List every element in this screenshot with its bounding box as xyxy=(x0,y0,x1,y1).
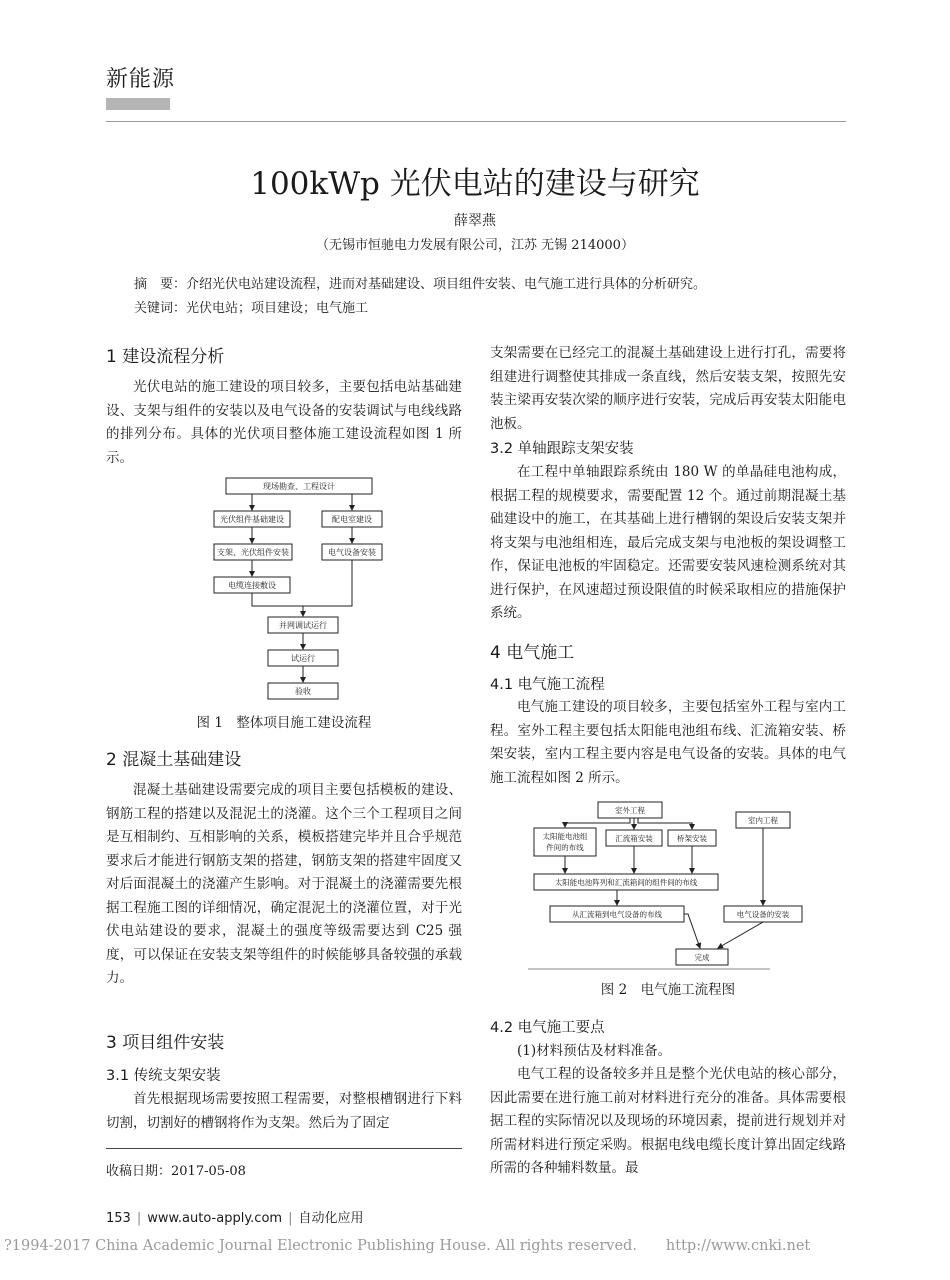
fig2-label-module-wiring-2: 件间的布线 xyxy=(546,843,584,852)
figure-2-flowchart xyxy=(528,792,808,972)
fig1-label-bracket-install: 支架、光伏组件安装 xyxy=(217,548,289,557)
fig1-label-distribution-room: 配电室建设 xyxy=(332,515,372,524)
fig1-label-acceptance: 验收 xyxy=(295,687,311,696)
section-4-2-item-1: (1)材料预估及材料准备。 xyxy=(517,1043,672,1059)
section-3-2-paragraph: 在工程中单轴跟踪系统由 180 W 的单晶硅电池构成，根据工程的规模要求，需要配置 12 个。通过前期混凝土基础建设中的施工，在其基础上进行槽钢的架设后安装支架并将支架与电池组相连，最后完成支架与电池板的架设调整工作，保证电池板的牢固稳定。还需要安装风速检测系统对其进行保护，在风速超过预设限值的时候采取相应的措施保护系统。 xyxy=(490,464,846,621)
fig1-label-pv-foundation: 光伏组件基础建设 xyxy=(220,515,284,524)
section-4-heading: 4 电气施工 xyxy=(490,643,575,663)
figure-1-flowchart xyxy=(206,474,386,704)
fig1-label-grid-debug: 并网调试运行 xyxy=(279,621,327,630)
paper-title: 100kWp 光伏电站的建设与研究 xyxy=(250,166,700,202)
fig1-label-cable-laying: 电缆连接敷设 xyxy=(228,581,276,590)
paper-abstract: 摘 要：介绍光伏电站建设流程，进而对基础建设、项目组件安装、电气施工进行具体的分析研究。 xyxy=(134,277,707,292)
fig2-label-combiner: 汇流箱安装 xyxy=(615,834,653,843)
section-1-heading: 1 建设流程分析 xyxy=(106,347,225,367)
section-tag-bar xyxy=(106,98,170,110)
section-2-paragraph: 混凝土基础建设需要完成的项目主要包括模板的建设、钢筋工程的搭建以及混泥土的浇灌。这个三个工程项目之间是互相制约、互相影响的关系，模板搭建完毕并且合乎规范要求后才能进行钢筋支架的搭建，钢筋支架的搭建牢固度又对后面混凝土的浇灌产生影响。对于混凝土的浇灌需要先根据工程施工图的详细情况，确定混泥土的浇灌位置，对于光伏电站建设的要求，混凝土的强度等级需要达到 C25 强度，可以保证在安装支架等组件的时候能够具备较强的承载力。 xyxy=(106,782,462,986)
section-3-heading: 3 项目组件安装 xyxy=(106,1033,225,1053)
fig1-label-survey: 现场勘查、工程设计 xyxy=(263,482,335,491)
paper-author: 薛翠燕 xyxy=(454,213,496,229)
header-rule xyxy=(106,121,846,122)
fig1-label-trial-run: 试运行 xyxy=(291,654,315,663)
paper-affiliation: （无锡市恒驰电力发展有限公司，江苏 无锡 214000） xyxy=(316,238,634,253)
fig2-label-indoor: 室内工程 xyxy=(748,816,778,825)
section-1-paragraph: 光伏电站的施工建设的项目较多，主要包括电站基础建设、支架与组件的安装以及电气设备的安装调试与电线线路的排列分布。具体的光伏项目整体施工建设流程如图 1 所示。 xyxy=(106,379,462,466)
section-tag: 新能源 xyxy=(106,67,176,92)
section-3-2-heading: 3.2 单轴跟踪支架安装 xyxy=(490,441,634,457)
journal-name: 自动化应用 xyxy=(298,1211,364,1226)
received-date: 收稿日期：2017-05-08 xyxy=(106,1164,246,1179)
page-number: 153 xyxy=(106,1211,131,1226)
footer-divider: | xyxy=(288,1211,293,1226)
fig1-label-electrical-install: 电气设备安装 xyxy=(328,548,376,557)
fig2-label-done: 完成 xyxy=(694,953,710,962)
fig2-label-equipment-install: 电气设备的安装 xyxy=(736,910,790,919)
fig2-label-combiner-to-equipment: 从汇流箱到电气设备的布线 xyxy=(572,910,662,919)
page-footer xyxy=(106,1207,363,1226)
section-4-2-paragraph: 电气工程的设备较多并且是整个光伏电站的核心部分，因此需要在进行施工前对材料进行充分的准备。具体需要根据工程的实际情况以及现场的环境因素，提前进行规划并对所需材料进行预定采购。根据电线电缆长度计算出固定线路所需的各种辅料数量。最 xyxy=(490,1066,846,1176)
section-3-1-continued: 支架需要在已经完工的混凝土基础建设上进行打孔，需要将组建进行调整使其排成一条直线，然后安装支架，按照先安装主梁再安装次梁的顺序进行安装，完成后再安装太阳能电池板。 xyxy=(490,345,846,432)
section-4-1-heading: 4.1 电气施工流程 xyxy=(490,677,605,693)
section-4-2-heading: 4.2 电气施工要点 xyxy=(490,1020,605,1036)
fig2-label-module-wiring-1: 太阳能电池组 xyxy=(542,832,588,841)
section-4-1-paragraph: 电气施工建设的项目较多，主要包括室外工程与室内工程。室外工程主要包括太阳能电池组布线、汇流箱安装、桥架安装，室内工程主要内容是电气设备的安装。具体的电气施工流程如图 2 所示。 xyxy=(490,699,846,786)
footer-divider: | xyxy=(136,1211,142,1226)
section-3-1-heading: 3.1 传统支架安装 xyxy=(106,1068,221,1084)
fig2-label-bridge: 桥架安装 xyxy=(677,834,707,843)
section-3-1-paragraph: 首先根据现场需要按照工程需要，对整根槽钢进行下料切割，切割好的槽钢将作为支架。然后为了固定 xyxy=(106,1091,462,1131)
footnote-rule xyxy=(106,1148,462,1149)
paper-keywords: 关键词：光伏电站；项目建设；电气施工 xyxy=(134,301,369,316)
fig2-label-outdoor: 室外工程 xyxy=(615,806,645,815)
figure-2-caption: 图 2 电气施工流程图 xyxy=(600,982,736,998)
figure-1-caption: 图 1 整体项目施工建设流程 xyxy=(196,715,372,731)
section-2-heading: 2 混凝土基础建设 xyxy=(106,750,242,770)
fig2-label-array-wiring: 太阳能电池阵列和汇流箱间的组件间的布线 xyxy=(554,878,698,887)
journal-website: www.auto-apply.com xyxy=(147,1211,283,1226)
copyright-notice: ?1994-2017 China Academic Journal Electronic Publishing House. All rights reserved. http://www.cnki.net xyxy=(4,1238,811,1254)
